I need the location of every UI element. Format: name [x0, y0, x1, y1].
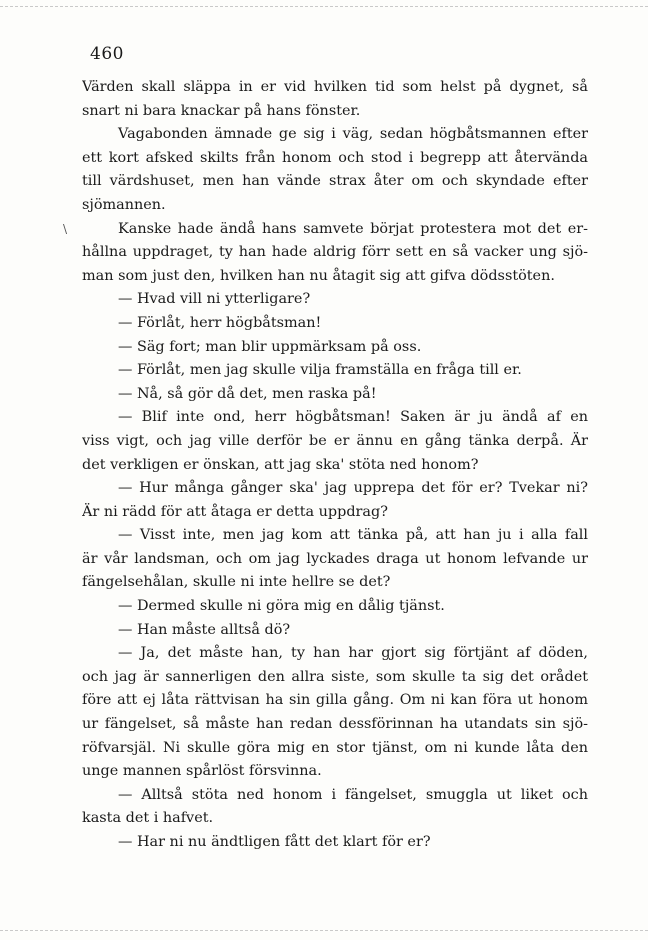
- text-line: Är ni rädd för att åtaga er detta uppdrag?: [82, 503, 388, 520]
- text-line: före att ej låta rättvisan ha sin gilla gång. Om ni kan föra ut honom: [82, 692, 588, 709]
- text-line: och jag är sannerligen den allra siste, som skulle ta sig det orådet: [82, 668, 588, 685]
- text-line: ur fängelset, så måste han redan dessförinnan ha utandats sin sjö-: [82, 716, 588, 733]
- text-line: är vår landsman, och om jag lyckades draga ut honom lefvande ur: [82, 550, 588, 567]
- margin-mark: \: [63, 222, 68, 236]
- page-number: 460: [90, 44, 124, 64]
- text-line: — Förlåt, herr högbåtsman!: [118, 314, 322, 331]
- text-line: fängelsehålan, skulle ni inte hellre se det?: [82, 574, 391, 591]
- text-line: — Dermed skulle ni göra mig en dålig tjänst.: [118, 598, 445, 615]
- text-line: — Hvad vill ni ytterligare?: [118, 291, 311, 308]
- text-line: kasta det i hafvet.: [82, 810, 214, 827]
- text-line: — Säg fort; man blir uppmärksam på oss.: [118, 338, 422, 355]
- text-line: — Alltså stöta ned honom i fängelset, smuggla ut liket och: [118, 786, 588, 803]
- text-line: — Nå, så gör då det, men raska på!: [118, 385, 377, 402]
- top-scan-edge: [0, 6, 648, 7]
- text-line: det verkligen er önskan, att jag ska' stöta ned honom?: [82, 456, 479, 473]
- text-line: — Ja, det måste han, ty han har gjort sig förtjänt af döden,: [118, 645, 588, 662]
- text-line: röfvarsjäl. Ni skulle göra mig en stor tjänst, om ni kunde låta den: [82, 739, 588, 756]
- text-line: — Förlåt, men jag skulle vilja framställa en fråga till er.: [118, 362, 522, 379]
- text-line: ett kort afsked skilts från honom och stod i begrepp att återvända: [82, 149, 588, 166]
- text-line: — Hur många gånger ska' jag upprepa det för er? Tvekar ni?: [118, 480, 588, 497]
- text-line: unge mannen spårlöst försvinna.: [82, 763, 322, 780]
- text-line: — Han måste alltså dö?: [118, 621, 291, 638]
- body-text: [82, 76, 588, 855]
- bottom-scan-edge: [0, 930, 648, 931]
- text-line: viss vigt, och jag ville derför be er ännu en gång tänka derpå. Är: [82, 432, 588, 449]
- text-line: sjömannen.: [82, 196, 166, 213]
- text-line: hållna uppdraget, ty han hade aldrig förr sett en så vacker ung sjö-: [82, 244, 588, 261]
- text-line: Vagabonden ämnade ge sig i väg, sedan högbåtsmannen efter: [118, 126, 588, 143]
- text-line: Värden skall släppa in er vid hvilken tid som helst på dygnet, så: [82, 79, 588, 95]
- text-line: Kanske hade ändå hans samvete börjat protestera mot det er-: [118, 220, 588, 237]
- text-line: — Har ni nu ändtligen fått det klart för er?: [118, 834, 431, 850]
- text-line: till värdshuset, men han vände strax åter om och skyndade efter: [82, 173, 588, 190]
- text-line: snart ni bara knackar på hans fönster.: [82, 102, 361, 119]
- text-line: — Visst inte, men jag kom att tänka på, att han ju i alla fall: [118, 527, 588, 544]
- text-line: — Blif inte ond, herr högbåtsman! Saken är ju ändå af en: [118, 409, 588, 426]
- text-line: man som just den, hvilken han nu åtagit sig att gifva dödsstöten.: [82, 267, 555, 284]
